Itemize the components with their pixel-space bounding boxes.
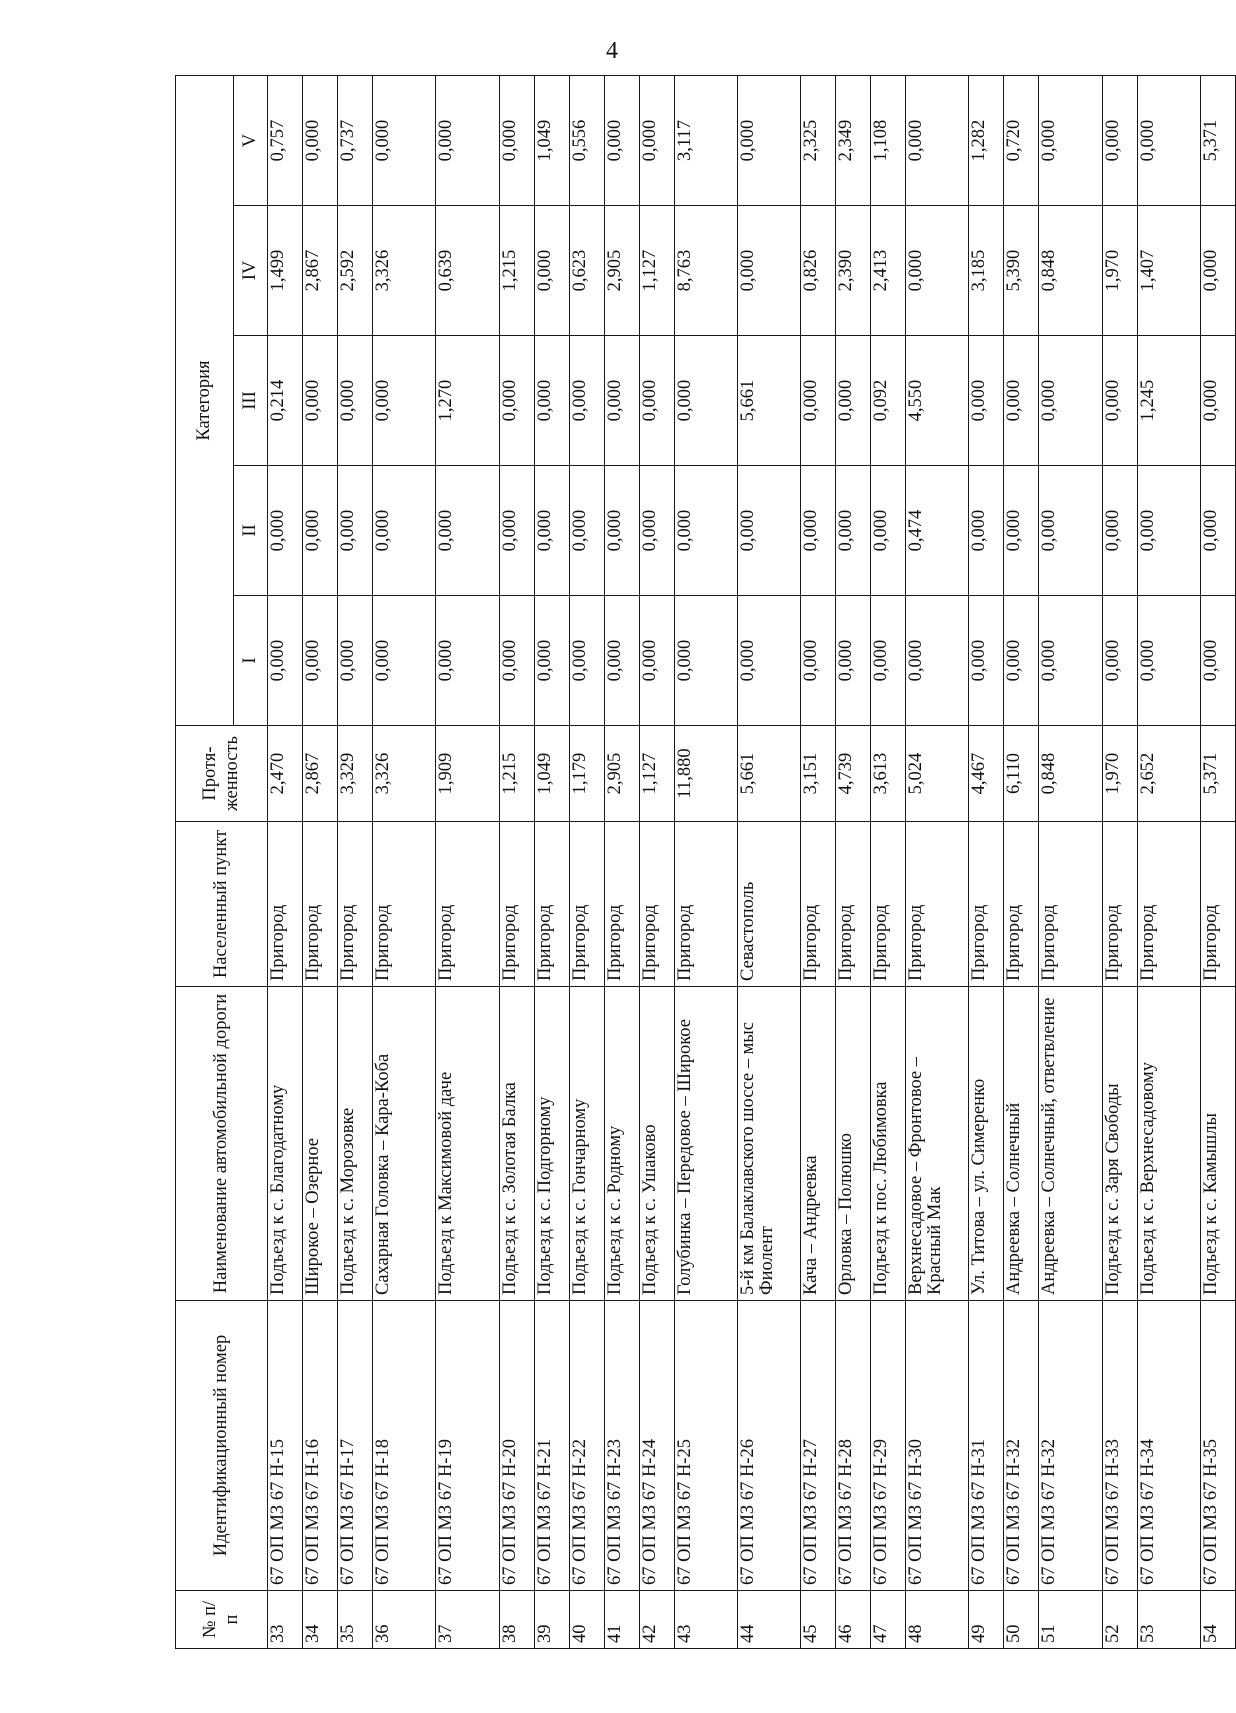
row-number: 38 <box>499 1591 534 1649</box>
road-name: Подъезд к с. Заря Свободы <box>1102 987 1137 1301</box>
road-id: 67 ОП МЗ 67 Н-22 <box>569 1301 604 1591</box>
road-length: 2,652 <box>1137 726 1200 822</box>
category-1-value: 0,000 <box>499 596 534 726</box>
table-row <box>604 76 639 1649</box>
row-number: 46 <box>836 1591 871 1649</box>
row-number: 34 <box>303 1591 338 1649</box>
road-length: 1,909 <box>436 726 499 822</box>
category-3-value: 0,000 <box>801 336 836 466</box>
road-length: 11,880 <box>674 726 737 822</box>
category-1-value: 0,000 <box>1200 596 1235 726</box>
road-length: 2,867 <box>303 726 338 822</box>
category-1-value: 0,000 <box>268 596 303 726</box>
road-id: 67 ОП МЗ 67 Н-19 <box>436 1301 499 1591</box>
category-5-value: 0,000 <box>303 76 338 206</box>
category-4-value: 3,326 <box>373 206 436 336</box>
row-number: 54 <box>1200 1591 1235 1649</box>
row-number: 37 <box>436 1591 499 1649</box>
road-name: Подъезд к с. Родному <box>604 987 639 1301</box>
table-row <box>1004 76 1039 1649</box>
settlement: Пригород <box>373 822 436 987</box>
category-3-value: 1,245 <box>1137 336 1200 466</box>
page-number: 4 <box>606 38 618 64</box>
table-row <box>737 76 800 1649</box>
header-cat-4: IV <box>234 206 268 336</box>
settlement: Пригород <box>1102 822 1137 987</box>
road-id: 67 ОП МЗ 67 Н-24 <box>639 1301 674 1591</box>
road-length: 1,970 <box>1102 726 1137 822</box>
road-id: 67 ОП МЗ 67 Н-29 <box>871 1301 906 1591</box>
road-id: 67 ОП МЗ 67 Н-15 <box>268 1301 303 1591</box>
category-2-value: 0,000 <box>737 466 800 596</box>
category-1-value: 0,000 <box>1137 596 1200 726</box>
row-number: 49 <box>969 1591 1004 1649</box>
settlement: Пригород <box>303 822 338 987</box>
category-2-value: 0,000 <box>1137 466 1200 596</box>
header-cat-5: V <box>234 76 268 206</box>
road-length: 1,179 <box>569 726 604 822</box>
settlement: Пригород <box>871 822 906 987</box>
category-4-value: 2,867 <box>303 206 338 336</box>
category-3-value: 0,000 <box>1004 336 1039 466</box>
table-row <box>373 76 436 1649</box>
category-4-value: 2,390 <box>836 206 871 336</box>
category-5-value: 0,000 <box>499 76 534 206</box>
road-name: Андреевка – Солнечный, ответвление <box>1039 987 1102 1301</box>
settlement: Пригород <box>569 822 604 987</box>
category-5-value: 2,349 <box>836 76 871 206</box>
table-row <box>268 76 303 1649</box>
category-3-value: 0,000 <box>674 336 737 466</box>
category-3-value: 1,270 <box>436 336 499 466</box>
settlement: Пригород <box>1137 822 1200 987</box>
road-name: Кача – Андреевка <box>801 987 836 1301</box>
category-4-value: 0,000 <box>1200 206 1235 336</box>
road-length: 2,905 <box>604 726 639 822</box>
table-row <box>969 76 1004 1649</box>
category-3-value: 0,000 <box>338 336 373 466</box>
road-name: Подъезд к с. Гончарному <box>569 987 604 1301</box>
road-name: Сахарная Головка – Кара-Коба <box>373 987 436 1301</box>
category-2-value: 0,000 <box>969 466 1004 596</box>
header-name: Наименование автомобильной дороги <box>176 987 268 1301</box>
category-3-value: 0,000 <box>1200 336 1235 466</box>
road-length: 0,848 <box>1039 726 1102 822</box>
category-4-value: 0,623 <box>569 206 604 336</box>
road-length: 4,739 <box>836 726 871 822</box>
category-4-value: 1,215 <box>499 206 534 336</box>
row-number: 33 <box>268 1591 303 1649</box>
road-id: 67 ОП МЗ 67 Н-25 <box>674 1301 737 1591</box>
road-length: 5,371 <box>1200 726 1235 822</box>
category-1-value: 0,000 <box>303 596 338 726</box>
category-5-value: 0,000 <box>604 76 639 206</box>
settlement: Пригород <box>1039 822 1102 987</box>
road-length: 2,470 <box>268 726 303 822</box>
row-number: 51 <box>1039 1591 1102 1649</box>
category-5-value: 0,000 <box>906 76 969 206</box>
category-4-value: 0,000 <box>737 206 800 336</box>
category-1-value: 0,000 <box>801 596 836 726</box>
category-2-value: 0,000 <box>569 466 604 596</box>
category-1-value: 0,000 <box>604 596 639 726</box>
table-row <box>1039 76 1102 1649</box>
road-name: Ул. Титова – ул. Симеренко <box>969 987 1004 1301</box>
category-2-value: 0,000 <box>1039 466 1102 596</box>
category-2-value: 0,000 <box>639 466 674 596</box>
category-4-value: 0,848 <box>1039 206 1102 336</box>
roads-table <box>175 75 1236 1649</box>
table-row <box>534 76 569 1649</box>
category-3-value: 0,000 <box>569 336 604 466</box>
category-4-value: 1,407 <box>1137 206 1200 336</box>
road-length: 3,151 <box>801 726 836 822</box>
road-id: 67 ОП МЗ 67 Н-20 <box>499 1301 534 1591</box>
road-id: 67 ОП МЗ 67 Н-21 <box>534 1301 569 1591</box>
category-2-value: 0,000 <box>836 466 871 596</box>
road-id: 67 ОП МЗ 67 Н-23 <box>604 1301 639 1591</box>
settlement: Пригород <box>1200 822 1235 987</box>
road-name: Подъезд к с. Ушаково <box>639 987 674 1301</box>
category-5-value: 0,556 <box>569 76 604 206</box>
road-length: 3,613 <box>871 726 906 822</box>
category-2-value: 0,000 <box>436 466 499 596</box>
category-4-value: 2,592 <box>338 206 373 336</box>
category-2-value: 0,000 <box>801 466 836 596</box>
road-id: 67 ОП МЗ 67 Н-16 <box>303 1301 338 1591</box>
category-3-value: 0,000 <box>499 336 534 466</box>
category-1-value: 0,000 <box>1102 596 1137 726</box>
category-3-value: 0,000 <box>1102 336 1137 466</box>
category-4-value: 8,763 <box>674 206 737 336</box>
road-name: Подъезд к пос. Любимовка <box>871 987 906 1301</box>
road-id: 67 ОП МЗ 67 Н-31 <box>969 1301 1004 1591</box>
category-3-value: 4,550 <box>906 336 969 466</box>
category-3-value: 0,000 <box>373 336 436 466</box>
road-id: 67 ОП МЗ 67 Н-17 <box>338 1301 373 1591</box>
road-length: 1,127 <box>639 726 674 822</box>
category-5-value: 0,000 <box>373 76 436 206</box>
row-number: 52 <box>1102 1591 1137 1649</box>
category-4-value: 1,499 <box>268 206 303 336</box>
road-name: Подъезд к с. Благодатному <box>268 987 303 1301</box>
table-row <box>1102 76 1137 1649</box>
category-1-value: 0,000 <box>906 596 969 726</box>
row-number: 47 <box>871 1591 906 1649</box>
header-cat-3: III <box>234 336 268 466</box>
table-row <box>906 76 969 1649</box>
settlement: Пригород <box>268 822 303 987</box>
category-4-value: 0,639 <box>436 206 499 336</box>
category-3-value: 0,000 <box>969 336 1004 466</box>
category-5-value: 0,000 <box>639 76 674 206</box>
road-id: 67 ОП МЗ 67 Н-32 <box>1039 1301 1102 1591</box>
category-2-value: 0,000 <box>338 466 373 596</box>
category-2-value: 0,000 <box>499 466 534 596</box>
category-3-value: 0,000 <box>836 336 871 466</box>
category-5-value: 2,325 <box>801 76 836 206</box>
row-number: 41 <box>604 1591 639 1649</box>
table-row <box>436 76 499 1649</box>
rotated-table-area <box>175 75 1236 1649</box>
row-number: 48 <box>906 1591 969 1649</box>
road-name: Верхнесадовое – Фронтовое – Красный Мак <box>906 987 969 1301</box>
category-2-value: 0,000 <box>303 466 338 596</box>
settlement: Пригород <box>836 822 871 987</box>
road-id: 67 ОП МЗ 67 Н-18 <box>373 1301 436 1591</box>
category-5-value: 1,108 <box>871 76 906 206</box>
road-length: 6,110 <box>1004 726 1039 822</box>
header-id: Идентификационный номер <box>176 1301 268 1591</box>
category-2-value: 0,000 <box>674 466 737 596</box>
settlement: Пригород <box>436 822 499 987</box>
category-1-value: 0,000 <box>639 596 674 726</box>
road-id: 67 ОП МЗ 67 Н-34 <box>1137 1301 1200 1591</box>
category-2-value: 0,000 <box>1004 466 1039 596</box>
category-5-value: 1,049 <box>534 76 569 206</box>
header-length: Протя-женность <box>176 726 268 822</box>
header-no: № п/п <box>176 1591 268 1649</box>
category-1-value: 0,000 <box>674 596 737 726</box>
row-number: 53 <box>1137 1591 1200 1649</box>
category-4-value: 0,000 <box>534 206 569 336</box>
category-1-value: 0,000 <box>534 596 569 726</box>
table-body <box>268 76 1236 1649</box>
category-2-value: 0,000 <box>268 466 303 596</box>
category-5-value: 5,371 <box>1200 76 1235 206</box>
road-length: 4,467 <box>969 726 1004 822</box>
road-id: 67 ОП МЗ 67 Н-30 <box>906 1301 969 1591</box>
road-name: Широкое – Озерное <box>303 987 338 1301</box>
category-2-value: 0,000 <box>1102 466 1137 596</box>
road-name: Голубинка – Передовое – Широкое <box>674 987 737 1301</box>
settlement: Пригород <box>1004 822 1039 987</box>
road-id: 67 ОП МЗ 67 Н-33 <box>1102 1301 1137 1591</box>
row-number: 45 <box>801 1591 836 1649</box>
row-number: 44 <box>737 1591 800 1649</box>
row-number: 42 <box>639 1591 674 1649</box>
road-name: Подъезд к с. Верхнесадовому <box>1137 987 1200 1301</box>
category-5-value: 3,117 <box>674 76 737 206</box>
category-4-value: 1,970 <box>1102 206 1137 336</box>
category-5-value: 0,000 <box>436 76 499 206</box>
category-4-value: 0,000 <box>906 206 969 336</box>
table-row <box>338 76 373 1649</box>
road-length: 5,024 <box>906 726 969 822</box>
category-3-value: 0,000 <box>534 336 569 466</box>
table-row <box>871 76 906 1649</box>
road-length: 5,661 <box>737 726 800 822</box>
road-length: 1,049 <box>534 726 569 822</box>
category-1-value: 0,000 <box>737 596 800 726</box>
category-1-value: 0,000 <box>569 596 604 726</box>
category-5-value: 0,000 <box>1102 76 1137 206</box>
category-5-value: 0,737 <box>338 76 373 206</box>
category-3-value: 0,000 <box>303 336 338 466</box>
category-1-value: 0,000 <box>871 596 906 726</box>
table-row <box>303 76 338 1649</box>
category-3-value: 0,000 <box>1039 336 1102 466</box>
category-5-value: 0,757 <box>268 76 303 206</box>
row-number: 35 <box>338 1591 373 1649</box>
category-4-value: 3,185 <box>969 206 1004 336</box>
category-2-value: 0,474 <box>906 466 969 596</box>
category-4-value: 2,905 <box>604 206 639 336</box>
road-id: 67 ОП МЗ 67 Н-35 <box>1200 1301 1235 1591</box>
row-number: 39 <box>534 1591 569 1649</box>
header-cat-2: II <box>234 466 268 596</box>
settlement: Пригород <box>906 822 969 987</box>
category-3-value: 0,000 <box>604 336 639 466</box>
category-1-value: 0,000 <box>969 596 1004 726</box>
category-2-value: 0,000 <box>534 466 569 596</box>
road-id: 67 ОП МЗ 67 Н-32 <box>1004 1301 1039 1591</box>
category-1-value: 0,000 <box>373 596 436 726</box>
header-place: Населенный пункт <box>176 822 268 987</box>
category-2-value: 0,000 <box>1200 466 1235 596</box>
settlement: Пригород <box>499 822 534 987</box>
road-name: 5-й км Балаклавского шоссе – мыс Фиолент <box>737 987 800 1301</box>
settlement: Пригород <box>534 822 569 987</box>
road-length: 3,326 <box>373 726 436 822</box>
settlement: Пригород <box>604 822 639 987</box>
road-length: 1,215 <box>499 726 534 822</box>
category-4-value: 5,390 <box>1004 206 1039 336</box>
category-1-value: 0,000 <box>436 596 499 726</box>
row-number: 36 <box>373 1591 436 1649</box>
road-name: Подъезд к с. Подгорному <box>534 987 569 1301</box>
category-1-value: 0,000 <box>1004 596 1039 726</box>
category-3-value: 5,661 <box>737 336 800 466</box>
category-5-value: 0,000 <box>737 76 800 206</box>
category-5-value: 0,000 <box>1137 76 1200 206</box>
category-2-value: 0,000 <box>871 466 906 596</box>
category-1-value: 0,000 <box>338 596 373 726</box>
header-cat-1: I <box>234 596 268 726</box>
road-id: 67 ОП МЗ 67 Н-27 <box>801 1301 836 1591</box>
road-name: Подъезд к с. Камышлы <box>1200 987 1235 1301</box>
category-3-value: 0,000 <box>639 336 674 466</box>
settlement: Пригород <box>674 822 737 987</box>
category-1-value: 0,000 <box>836 596 871 726</box>
table-row <box>801 76 836 1649</box>
road-name: Орловка – Полюшко <box>836 987 871 1301</box>
road-id: 67 ОП МЗ 67 Н-28 <box>836 1301 871 1591</box>
category-5-value: 0,000 <box>1039 76 1102 206</box>
settlement: Пригород <box>338 822 373 987</box>
category-3-value: 0,092 <box>871 336 906 466</box>
road-id: 67 ОП МЗ 67 Н-26 <box>737 1301 800 1591</box>
settlement: Пригород <box>639 822 674 987</box>
road-length: 3,329 <box>338 726 373 822</box>
road-name: Подъезд к с. Морозовке <box>338 987 373 1301</box>
table-row <box>499 76 534 1649</box>
table-row <box>569 76 604 1649</box>
category-4-value: 1,127 <box>639 206 674 336</box>
table-row <box>1137 76 1200 1649</box>
settlement: Пригород <box>801 822 836 987</box>
category-2-value: 0,000 <box>604 466 639 596</box>
row-number: 50 <box>1004 1591 1039 1649</box>
row-number: 40 <box>569 1591 604 1649</box>
category-1-value: 0,000 <box>1039 596 1102 726</box>
category-4-value: 2,413 <box>871 206 906 336</box>
road-name: Андреевка – Солнечный <box>1004 987 1039 1301</box>
category-3-value: 0,214 <box>268 336 303 466</box>
table-row <box>639 76 674 1649</box>
row-number: 43 <box>674 1591 737 1649</box>
category-2-value: 0,000 <box>373 466 436 596</box>
road-name: Подъезд к с. Золотая Балка <box>499 987 534 1301</box>
category-4-value: 0,826 <box>801 206 836 336</box>
header-category: Категория <box>176 76 234 726</box>
table-row <box>1200 76 1235 1649</box>
table-row <box>674 76 737 1649</box>
category-5-value: 0,720 <box>1004 76 1039 206</box>
settlement: Пригород <box>969 822 1004 987</box>
category-5-value: 1,282 <box>969 76 1004 206</box>
settlement: Севастополь <box>737 822 800 987</box>
table-row <box>836 76 871 1649</box>
road-name: Подъезд к Максимовой даче <box>436 987 499 1301</box>
